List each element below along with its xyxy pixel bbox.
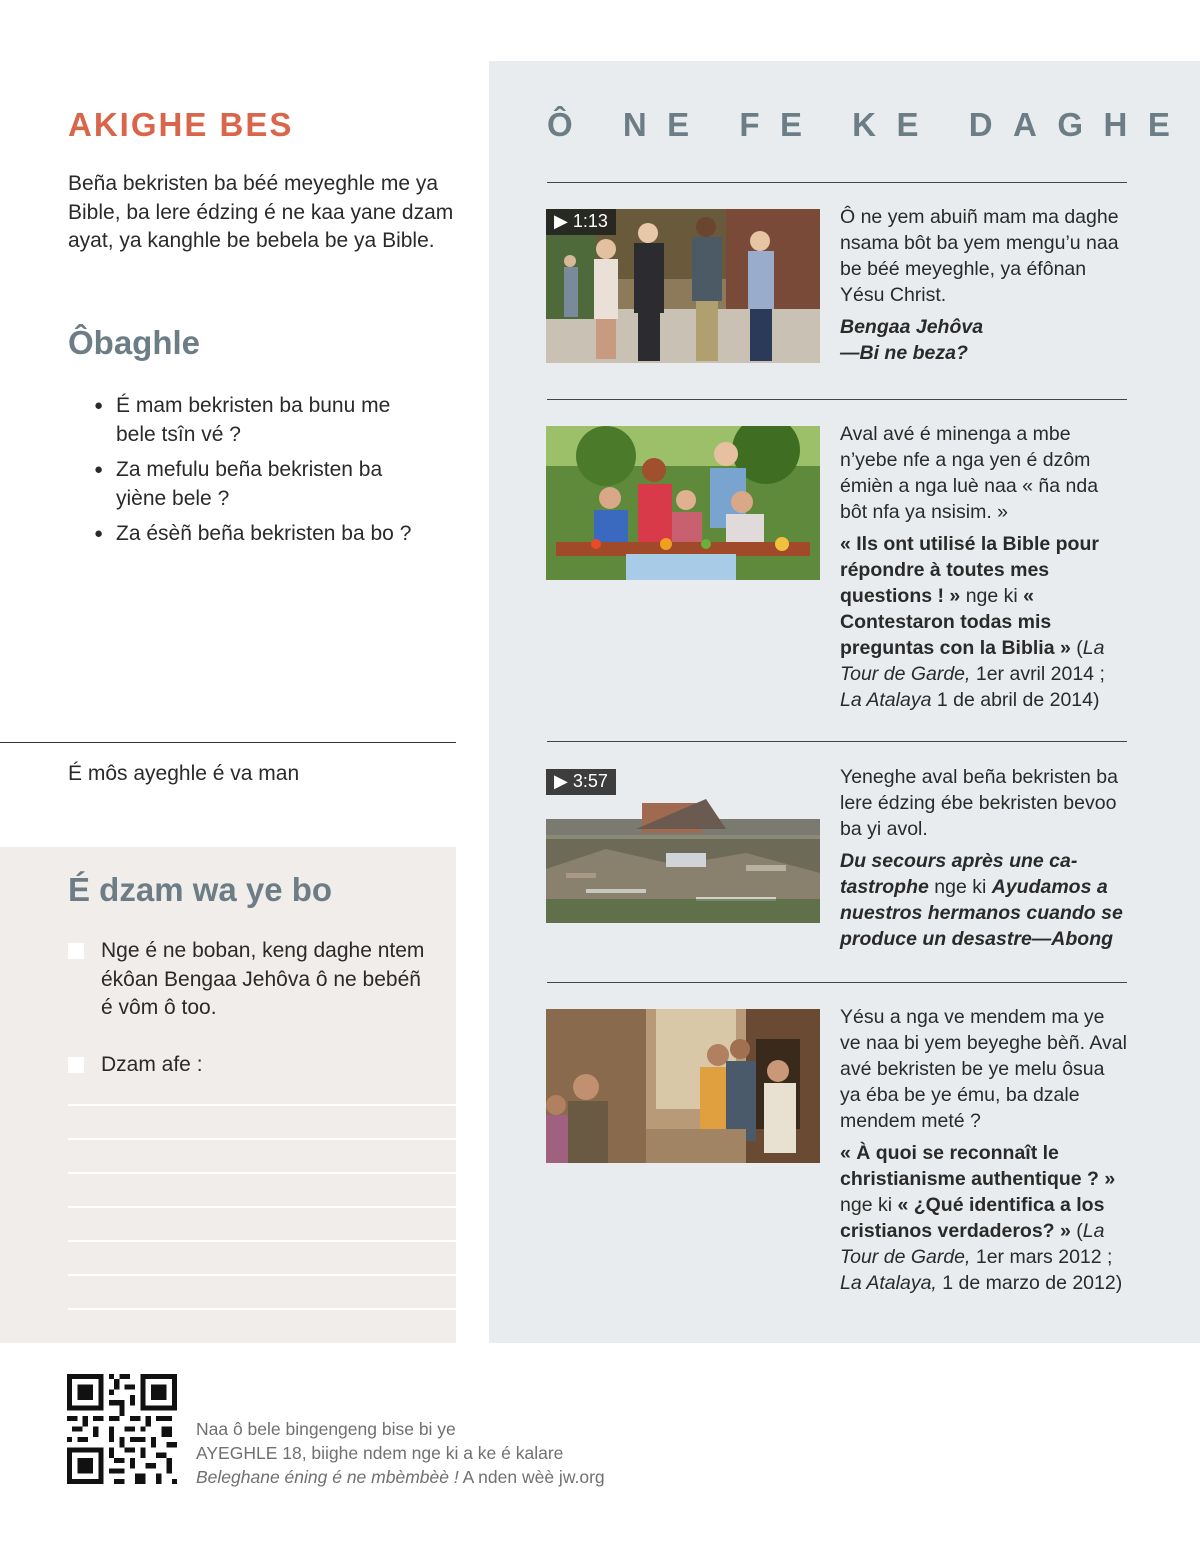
entry-description: Aval avé é minenga a mbe n’yebe nfe a nga yen é dzôm émièn a nga luè naa « ña nda bôt nfa ya nsisim. » <box>840 423 1099 523</box>
goal-checkbox[interactable] <box>68 943 84 959</box>
publication-name: La Tour de Garde, <box>840 1220 1105 1268</box>
image-thumbnail-ancient-street <box>546 1009 820 1163</box>
explore-entry-text <box>840 764 1130 952</box>
publication-date: 1er avril 2014 ; <box>970 663 1105 685</box>
ref-paren: ( <box>1070 1220 1083 1242</box>
explore-title: Ô NE FE KE DAGHE <box>547 106 1191 143</box>
article-link-french[interactable]: « À quoi se reconnaît le christianisme authentique ? » <box>840 1142 1116 1190</box>
video-link-french[interactable]: Du secours après une ca-tastrophe <box>840 850 1078 898</box>
writing-line[interactable] <box>68 1274 456 1276</box>
review-question: ● Za mefulu beña bekristen ba yiène bele ? <box>94 456 434 513</box>
publication-date: 1 de abril de 2014) <box>931 689 1100 711</box>
goal-text: Nge é ne boban, keng daghe ntem ékôan Bengaa Jehôva ô ne bebéñ é vôm ô too. <box>101 939 425 1019</box>
review-title: Ôbaghle <box>68 324 201 361</box>
footer-line: Naa ô bele bingengeng bise bi ye <box>196 1419 456 1439</box>
publication-name: La Atalaya <box>840 689 932 711</box>
task-text: É môs ayeghle é va man <box>68 762 300 785</box>
goal-item <box>68 937 428 1023</box>
goals-title: É dzam wa ye bo <box>68 871 333 908</box>
image-thumbnail-family-meal <box>546 426 820 580</box>
divider <box>547 399 1127 400</box>
explore-entry-text <box>840 1004 1130 1296</box>
summary-text: Beña bekristen ba béé meyeghle me ya Bible, ba lere édzing é ne kaa yane dzam ayat, ya kanghle be bebela be ya Bible. <box>68 172 454 252</box>
footer-line <box>196 1465 605 1489</box>
video-duration-badge: ▶ 3:57 <box>546 769 616 795</box>
ref-join: nge ki <box>928 876 992 898</box>
ref-join: nge ki <box>960 585 1024 607</box>
writing-line[interactable] <box>68 1104 456 1106</box>
article-link-french[interactable]: « Ils ont utilisé la Bible pour répondre à toutes mes questions ! » <box>840 533 1099 607</box>
publication-date: 1 de marzo de 2012) <box>936 1272 1123 1294</box>
video-thumbnail-disaster[interactable] <box>546 769 820 923</box>
publication-name: La Atalaya, <box>840 1272 937 1294</box>
footer-italic: Beleghane éning é ne mbèmbèè ! <box>196 1467 459 1487</box>
footer-site-link[interactable]: A nden wèè jw.org <box>458 1467 605 1487</box>
video-link-spanish[interactable]: Ayudamos a nuestros hermanos cuando se produce un desastre—Abong <box>840 876 1123 950</box>
explore-entry-text <box>840 204 1130 366</box>
writing-line[interactable] <box>68 1308 456 1310</box>
review-question: ● Za ésèñ beña bekristen ba bo ? <box>94 520 434 549</box>
writing-line[interactable] <box>68 1240 456 1242</box>
goal-item <box>68 1051 428 1080</box>
ref-paren: ( <box>1070 637 1083 659</box>
summary-title: AKIGHE BES <box>68 106 294 143</box>
review-list <box>94 392 434 556</box>
entry-description: Yeneghe aval beña bekristen ba lere édzing ébe bekristen bevoo ba yi avol. <box>840 766 1118 840</box>
entry-reference <box>840 1140 1130 1296</box>
entry-description: Ô ne yem abuiñ mam ma daghe nsama bôt ba yem mengu’u naa be béé meyeghle, ya éfônan Yésu Christ. <box>840 206 1119 306</box>
footer-line: AYEGHLE 18, biighe ndem nge ki a ke é kalare <box>196 1443 564 1463</box>
goal-checkbox[interactable] <box>68 1057 84 1073</box>
review-question: ● É mam bekristen ba bunu me bele tsîn vé ? <box>94 392 434 449</box>
video-duration-badge: ▶ 1:13 <box>546 209 616 235</box>
goal-text: Dzam afe : <box>101 1053 203 1076</box>
entry-reference-link[interactable]: Bengaa Jehôva —Bi ne beza? <box>840 316 984 364</box>
explore-entry-text <box>840 421 1130 713</box>
video-thumbnail-people-street[interactable] <box>546 209 820 363</box>
publication-name: La Tour de Garde, <box>840 637 1105 685</box>
divider <box>547 182 1127 183</box>
writing-line[interactable] <box>68 1172 456 1174</box>
publication-date: 1er mars 2012 ; <box>970 1246 1113 1268</box>
divider <box>0 742 456 743</box>
writing-line[interactable] <box>68 1206 456 1208</box>
qr-code-icon[interactable] <box>67 1374 177 1484</box>
entry-reference <box>840 531 1130 713</box>
divider <box>547 741 1127 742</box>
ref-join: nge ki <box>840 1194 898 1216</box>
entry-description: Yésu a nga ve mendem ma ye ve naa bi yem beyeghe bèñ. Aval avé bekristen be ye melu ôsua ya éba be ye ému, ba dzale mendem meté ? <box>840 1006 1127 1132</box>
goals-panel <box>0 847 456 1343</box>
footer-text <box>196 1417 605 1489</box>
writing-line[interactable] <box>68 1138 456 1140</box>
divider <box>547 982 1127 983</box>
article-link-spanish[interactable]: « ¿Qué identifica a los cristianos verdaderos? » <box>840 1194 1105 1242</box>
article-link-spanish[interactable]: « Contestaron todas mis preguntas con la Biblia » <box>840 585 1071 659</box>
entry-reference <box>840 848 1130 952</box>
